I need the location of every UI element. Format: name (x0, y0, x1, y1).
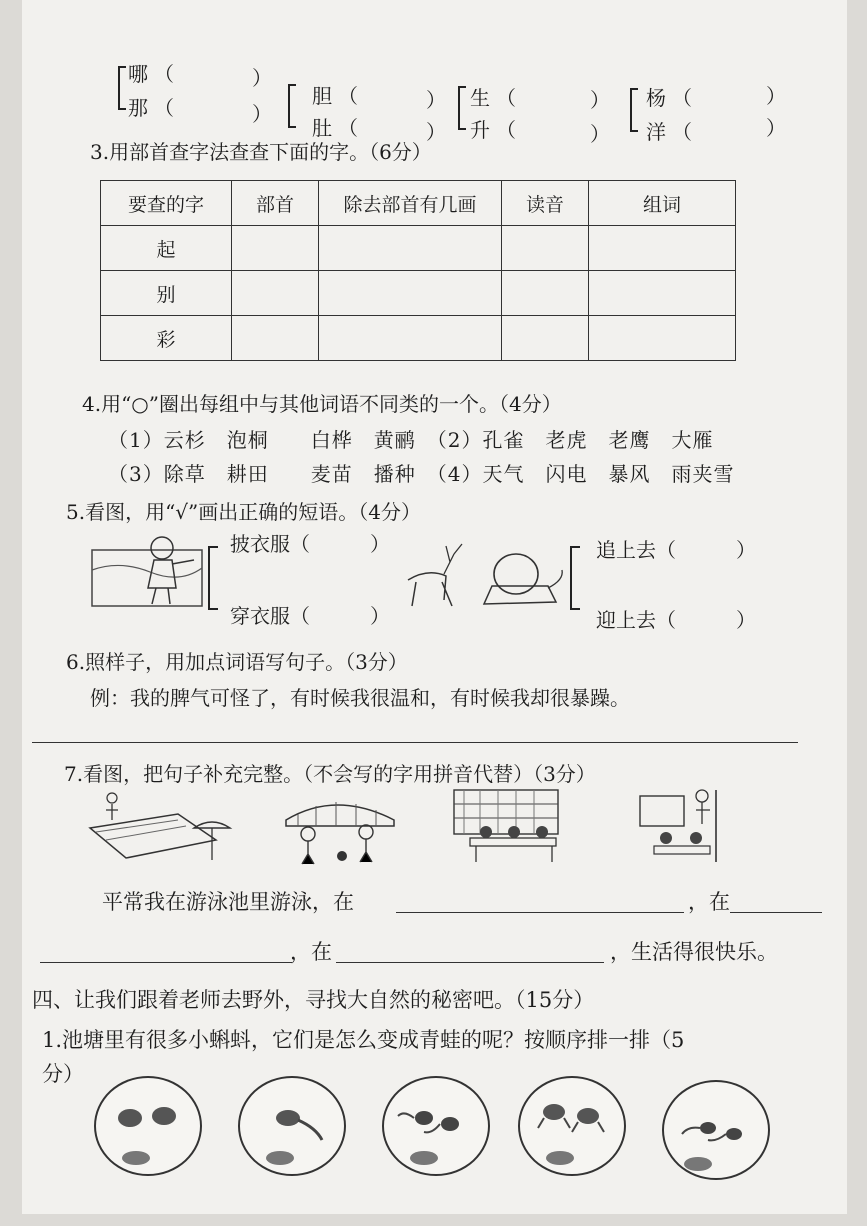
answer-cell[interactable] (502, 316, 589, 361)
getting-dressed-illustration (90, 530, 210, 612)
tadpole-icon (664, 1082, 768, 1178)
answer-cell[interactable] (232, 271, 319, 316)
answer-cell[interactable] (319, 271, 502, 316)
table-header-row (101, 181, 736, 226)
answer-line[interactable] (32, 742, 798, 743)
paren-close: ） (766, 116, 786, 140)
brace-icon (118, 66, 126, 110)
q3-title: 3.用部首查字法查查下面的字。（6分） (90, 140, 432, 164)
lookup-char: 别 (101, 271, 232, 316)
tadpole-stage-picture-3[interactable] (382, 1076, 490, 1176)
answer-cell[interactable] (319, 226, 502, 271)
char-a: 生 (470, 86, 490, 110)
paren-open: （ (672, 120, 692, 144)
col-header: 要查的字 (101, 181, 232, 226)
paren-open: （ (338, 84, 358, 108)
paren-close: ） (426, 88, 446, 112)
worksheet-page (22, 0, 847, 1214)
brace-icon (570, 546, 580, 610)
char-a: 杨 (646, 86, 666, 110)
answer-cell[interactable] (232, 316, 319, 361)
answer-blank-2[interactable] (730, 912, 822, 913)
paren-close: ） (426, 120, 446, 144)
char-b: 肚 (312, 116, 332, 140)
answer-cell[interactable] (589, 316, 736, 361)
col-header: 读音 (502, 181, 589, 226)
answer-cell[interactable] (502, 226, 589, 271)
table-row (101, 316, 736, 361)
q7-sentence-mid-2: ，在 (290, 940, 332, 964)
paren-close: ） (590, 122, 610, 146)
answer-blank-4[interactable] (336, 962, 604, 963)
brace-icon (458, 86, 466, 130)
q7-sentence-end: ，生活得很快乐。 (610, 940, 778, 964)
col-header: 组词 (589, 181, 736, 226)
lookup-char: 彩 (101, 316, 232, 361)
option-meet[interactable]: 迎上去（ ） (596, 608, 756, 632)
deer-and-lion-illustration (388, 540, 568, 614)
char-a: 哪 (128, 62, 148, 86)
q6-example: 例：我的脾气可怪了，有时候我很温和，有时候我却很暴躁。 (90, 686, 630, 710)
paren-open: （ (154, 62, 174, 86)
sec4-q1-line-2: 分） (42, 1062, 84, 1086)
sec4-q1-line-1: 1.池塘里有很多小蝌蚪，它们是怎么变成青蛙的呢？按顺序排一排（5 (42, 1028, 685, 1052)
char-b: 升 (470, 118, 490, 142)
brace-icon (288, 84, 296, 128)
char-a: 胆 (312, 84, 332, 108)
paren-open: （ (496, 118, 516, 142)
swimming-pool-illustration (86, 788, 246, 866)
char-b: 洋 (646, 120, 666, 144)
tadpole-icon (384, 1078, 488, 1174)
tadpole-stage-picture-2[interactable] (238, 1076, 346, 1176)
q4-line-1: （1）云杉 泡桐 白桦 黄鹂 （2）孔雀 老虎 老鹰 大雁 (108, 428, 714, 452)
answer-blank-1[interactable] (396, 912, 684, 913)
tadpole-stage-picture-4[interactable] (518, 1076, 626, 1176)
answer-cell[interactable] (319, 316, 502, 361)
paren-open: （ (338, 116, 358, 140)
answer-cell[interactable] (232, 226, 319, 271)
option-put-on-clothes[interactable]: 穿衣服（ ） (230, 604, 390, 628)
paren-close: ） (590, 88, 610, 112)
q7-sentence-start: 平常我在游泳池里游泳，在 (102, 890, 354, 914)
answer-cell[interactable] (589, 271, 736, 316)
paren-open: （ (496, 86, 516, 110)
answer-cell[interactable] (502, 271, 589, 316)
char-b: 那 (128, 96, 148, 120)
q5-title: 5.看图，用“√”画出正确的短语。（4分） (66, 500, 421, 524)
col-header: 部首 (232, 181, 319, 226)
paren-close: ） (766, 84, 786, 108)
q7-title: 7.看图，把句子补充完整。（不会写的字用拼音代替）（3分） (64, 762, 596, 786)
section-4-title: 四、让我们跟着老师去野外，寻找大自然的秘密吧。（15分） (32, 988, 595, 1012)
table-row (101, 226, 736, 271)
paren-close: ） (252, 66, 272, 90)
frog-with-legs-icon (520, 1078, 624, 1174)
col-header: 除去部首有几画 (319, 181, 502, 226)
frog-icon (96, 1078, 200, 1174)
soccer-illustration (276, 790, 406, 866)
paren-open: （ (672, 86, 692, 110)
q6-title: 6.照样子，用加点词语写句子。（3分） (66, 650, 408, 674)
q7-sentence-mid-1: ，在 (688, 890, 730, 914)
paren-open: （ (154, 96, 174, 120)
frog-with-tail-icon (240, 1078, 344, 1174)
brace-icon (630, 88, 638, 132)
tadpole-stage-picture-1[interactable] (94, 1076, 202, 1176)
brace-icon (208, 546, 218, 610)
answer-cell[interactable] (589, 226, 736, 271)
paren-close: ） (252, 102, 272, 126)
table-row (101, 271, 736, 316)
q4-line-2: （3）除草 耕田 麦苗 播种 （4）天气 闪电 暴风 雨夹雪 (108, 462, 735, 486)
library-illustration (450, 786, 580, 866)
classroom-illustration (636, 786, 746, 866)
option-wear-on-shoulders[interactable]: 披衣服（ ） (230, 532, 390, 556)
tadpole-stage-picture-5[interactable] (662, 1080, 770, 1180)
option-chase[interactable]: 追上去（ ） (596, 538, 756, 562)
q4-title: 4.用“○”圈出每组中与其他词语不同类的一个。（4分） (82, 392, 562, 416)
lookup-char: 起 (101, 226, 232, 271)
answer-blank-3[interactable] (40, 962, 292, 963)
radical-lookup-table (100, 180, 736, 361)
